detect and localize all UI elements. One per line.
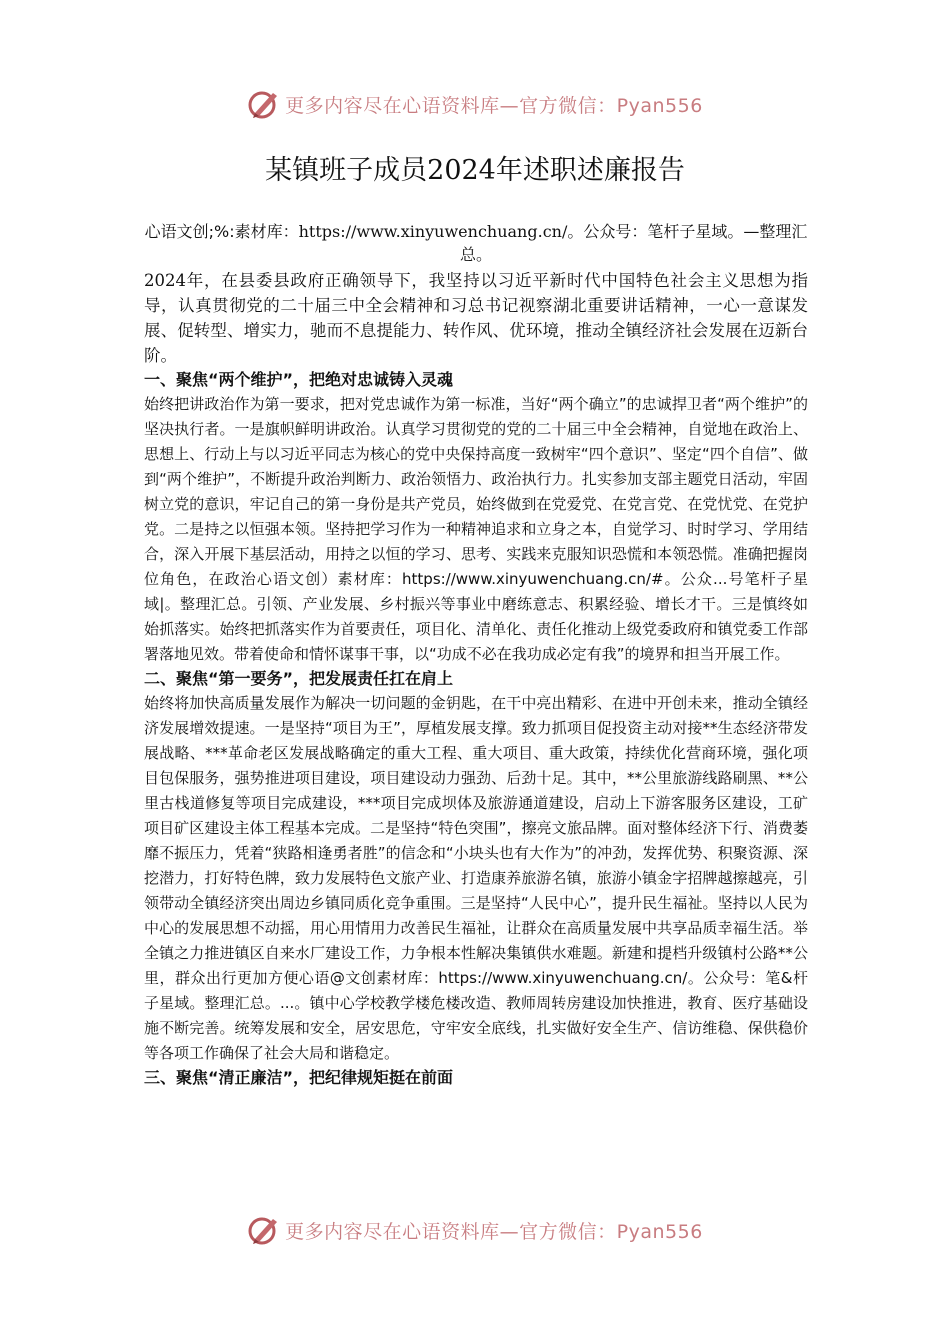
section1-body: 始终把讲政治作为第一要求，把对党忠诚作为第一标准，当好“两个确立”的忠诚捍卫者“两个维护”的坚决执行者。一是旗帜鲜明讲政治。认真学习贯彻党的党的二十届三中全会精神，自觉地在政治上、思想上、行动上与以习近平同志为核心的党中央保持高度一致树牢“四个意识”、坚定“四个自信”、做到“两个维护”，不断提升政治判断力、政治领悟力、政治执行力。扎实参加支部主题党日活动，牢固树立党的意识，牢记自己的第一身份是共产党员，始终做到在党爱党、在党言党、在党忧党、在党护党。二是持之以恒强本领。坚持把学习作为一种精神追求和立身之本，自觉学习、时时学习、学用结合，深入开展下基层活动，用持之以恒的学习、思考、实践来克服知识恐慌和本领恐慌。准确把握岗位角色，在政治心语文创）素材库：https://www.xinyuwenchuang.cn/#。公众...号笔杆子星域|。整理汇总。引领、产业发展、乡村振兴等事业中磨练意志、积累经验、增长才干。三是慎终如始抓落实。始终把抓落实作为首要责任，项目化、清单化、责任化推动上级党委政府和镇党委工作部署落地见效。带着使命和情怀谋事干事，以“功成不必在我功成必定有我”的境界和担当开展工作。 (144, 395, 808, 663)
watermark-text: 更多内容尽在心语资料库—官方微信：Pyan556 (285, 1220, 703, 1243)
watermark-text: 更多内容尽在心语资料库—官方微信：Pyan556 (285, 94, 703, 117)
document-title: 某镇班子成员2024年述职述廉报告 (265, 155, 685, 186)
section2-body: 始终将加快高质量发展作为解决一切问题的金钥匙，在干中亮出精彩、在进中开创未来，推动全镇经济发展增效提速。一是坚持“项目为王”，厚植发展支撑。致力抓项目促投资主动对接**生态经济带发展战略、***革命老区发展战略确定的重大工程、重大项目、重大政策，持续优化营商环境，强化项目包保服务，强势推进项目建设，项目建设动力强劲、后劲十足。其中，**公里旅游线路刷黑、**公里古栈道修复等项目完成建设，***项目完成坝体及旅游通道建设，启动上下游客服务区建设，工矿项目矿区建设主体工程基本完成。二是坚持“特色突围”，擦亮文旅品牌。面对整体经济下行、消费萎靡不振压力，凭着“狭路相逢勇者胜”的信念和“小块头也有大作为”的冲劲，发挥优势、积聚资源、深挖潜力，打好特色牌，致力发展特色文旅产业、打造康养旅游名镇，旅游小镇金字招牌越擦越亮，引领带动全镇经济突出周边乡镇同质化竞争重围。三是坚持“人民中心”，提升民生福祉。坚持以人民为中心的发展思想不动摇，用心用情用力改善民生福祉，让群众在高质量发展中共享品质幸福生活。举全镇之力推进镇区自来水厂建设工作，力争根本性解决集镇供水难题。新建和提档升级镇村公路**公里，群众出行更加方便心语@文创素材库：https://www.xinyuwenchuang.cn/。公众号：笔&杆子星域。整理汇总。...。镇中心学校教学楼危楼改造、教师周转房建设加快推进，教育、医疗基础设施不断完善。统筹发展和安全，居安思危，守牢安全底线，扎实做好安全生产、信访维稳、保供稳价等各项工作确保了社会大局和谐稳定。 (144, 694, 808, 1062)
pen-circle-logo-icon (247, 87, 281, 121)
intro-source-note (144, 220, 808, 266)
pen-circle-logo-icon (247, 1213, 281, 1247)
section2-heading: 二、聚焦“第一要务”，把发展责任扛在肩上 (144, 669, 454, 688)
watermark-banner-top (0, 84, 950, 124)
watermark-banner-bottom (0, 1210, 950, 1250)
lead-paragraph: 2024年，在县委县政府正确领导下，我坚持以习近平新时代中国特色社会主义思想为指导，认真贯彻党的二十届三中全会精神和习总书记视察湖北重要讲话精神，一心一意谋发展、促转型、增实力，驰而不息提能力、转作风、优环境，推动全镇经济社会发展在迈新台阶。 (144, 271, 808, 365)
intro-text-part1: 心语文创;%:素材库： (144, 222, 299, 241)
section1-heading: 一、聚焦“两个维护”，把绝对忠诚铸入灵魂 (144, 370, 454, 389)
section3-heading: 三、聚焦“清正廉洁”，把纪律规矩挺在前面 (144, 1068, 454, 1087)
intro-url: https://www.xinyuwenchuang.cn/ (298, 222, 568, 241)
intro-text-part2: 。公众号：笔杆子星域。—整理汇总。 (459, 222, 808, 264)
document-body (144, 268, 808, 1090)
